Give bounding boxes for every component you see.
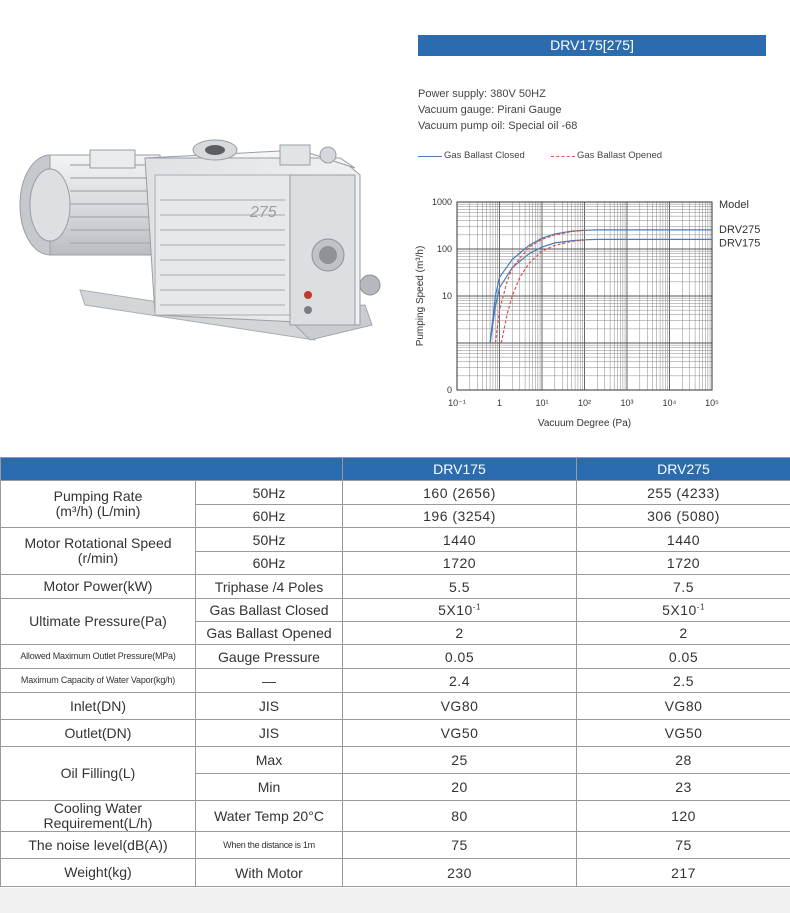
row-condition: 50Hz xyxy=(196,528,343,552)
row-condition: — xyxy=(196,669,343,693)
table-row xyxy=(1,575,790,599)
x-tick-label: 10³ xyxy=(620,398,634,408)
x-tick-label: 1 xyxy=(496,398,503,408)
series-label-drv175: DRV175 xyxy=(719,237,761,250)
row-condition: With Motor xyxy=(196,859,343,887)
pump-oil-note: Vacuum pump oil: Special oil -68 xyxy=(418,120,578,132)
table-row xyxy=(1,481,790,505)
row-label: The noise level(dB(A)) xyxy=(1,832,196,859)
row-label: Cooling Water Requirement(L/h) xyxy=(1,801,196,832)
value-cell: 1440 xyxy=(577,528,790,552)
chart-legend xyxy=(418,150,778,164)
value-cell: 1720 xyxy=(577,552,790,575)
table-row xyxy=(1,645,790,669)
table-row xyxy=(1,720,790,747)
x-tick-label: 10⁴ xyxy=(662,398,677,408)
table-row xyxy=(1,832,790,859)
row-condition: Gas Ballast Opened xyxy=(196,622,343,645)
value-cell: 28 xyxy=(577,747,790,774)
pumping-speed-chart xyxy=(412,190,790,435)
value-cell: 160 (2656) xyxy=(343,481,577,505)
row-condition: Gas Ballast Closed xyxy=(196,599,343,622)
row-label: Outlet(DN) xyxy=(1,720,196,747)
row-label: Inlet(DN) xyxy=(1,693,196,720)
row-condition: Gauge Pressure xyxy=(196,645,343,669)
header-model-1: DRV175 xyxy=(343,458,577,481)
vacuum-gauge-note: Vacuum gauge: Pirani Gauge xyxy=(418,104,562,116)
header-blank xyxy=(1,458,343,481)
y-tick-label: 10 xyxy=(441,291,452,301)
table-row xyxy=(1,669,790,693)
row-condition: When the distance is 1m xyxy=(196,832,343,859)
value-cell: 75 xyxy=(577,832,790,859)
x-tick-label: 10¹ xyxy=(535,398,549,408)
value-cell: 196 (3254) xyxy=(343,505,577,528)
value-mantissa: 5X10 xyxy=(438,602,473,618)
row-condition: 50Hz xyxy=(196,481,343,505)
table-row xyxy=(1,528,790,552)
row-condition: Max xyxy=(196,747,343,774)
value-cell: 2.5 xyxy=(577,669,790,693)
value-cell: 2 xyxy=(577,622,790,645)
value-cell: 217 xyxy=(577,859,790,887)
y-tick-label: 0 xyxy=(446,385,452,395)
row-condition: Water Temp 20°C xyxy=(196,801,343,832)
header-model-2: DRV275 xyxy=(577,458,790,481)
model-title-bar: DRV175[275] xyxy=(418,35,766,56)
row-label: Motor Rotational Speed (r/min) xyxy=(1,528,196,575)
row-condition: JIS xyxy=(196,693,343,720)
value-mantissa: 5X10 xyxy=(662,602,697,618)
value-cell: 1720 xyxy=(343,552,577,575)
x-axis-label: Vacuum Degree (Pa) xyxy=(537,418,632,429)
value-cell xyxy=(343,599,577,622)
y-tick-label: 1000 xyxy=(431,197,452,207)
row-condition: Triphase /4 Poles xyxy=(196,575,343,599)
value-exponent: -1 xyxy=(472,602,481,612)
spec-table xyxy=(0,457,790,887)
value-cell: 0.05 xyxy=(577,645,790,669)
table-row xyxy=(1,747,790,774)
legend-opened-label: Gas Ballast Opened xyxy=(577,150,663,161)
value-cell: 5.5 xyxy=(343,575,577,599)
value-cell xyxy=(577,599,790,622)
value-cell: VG80 xyxy=(577,693,790,720)
legend-title: Model xyxy=(719,199,749,211)
value-cell: 255 (4233) xyxy=(577,481,790,505)
value-cell: 230 xyxy=(343,859,577,887)
table-row xyxy=(1,693,790,720)
model-number-label: 275 xyxy=(250,204,277,221)
series-label-drv275: DRV275 xyxy=(719,223,761,236)
power-supply-note: Power supply: 380V 50HZ xyxy=(418,88,546,100)
table-row xyxy=(1,859,790,887)
legend-closed-swatch xyxy=(418,156,442,157)
row-condition: 60Hz xyxy=(196,505,343,528)
series-line-drv175 xyxy=(490,239,712,343)
value-cell: 2.4 xyxy=(343,669,577,693)
value-cell: VG50 xyxy=(343,720,577,747)
product-overview xyxy=(0,0,790,455)
row-label: Ultimate Pressure(Pa) xyxy=(1,599,196,645)
row-label: Weight(kg) xyxy=(1,859,196,887)
row-label: Motor Power(kW) xyxy=(1,575,196,599)
value-cell: 80 xyxy=(343,801,577,832)
series-line-drv275 xyxy=(490,230,712,343)
x-tick-label: 10⁵ xyxy=(705,398,719,408)
value-cell: 306 (5080) xyxy=(577,505,790,528)
row-label: Allowed Maximum Outlet Pressure(MPa) xyxy=(1,645,196,669)
footer-strip xyxy=(0,888,790,913)
y-axis-label: Pumping Speed (m³/h) xyxy=(415,245,426,347)
row-label: Pumping Rate (m³/h) (L/min) xyxy=(1,481,196,528)
table-row xyxy=(1,599,790,622)
value-cell: 1440 xyxy=(343,528,577,552)
value-cell: 7.5 xyxy=(577,575,790,599)
table-header-row xyxy=(1,458,790,481)
row-condition: Min xyxy=(196,774,343,801)
legend-opened-swatch xyxy=(551,156,575,157)
value-cell: 120 xyxy=(577,801,790,832)
value-cell: VG80 xyxy=(343,693,577,720)
value-cell: 75 xyxy=(343,832,577,859)
value-cell: 23 xyxy=(577,774,790,801)
x-tick-label: 10⁻¹ xyxy=(448,398,466,408)
row-label: Maximum Capacity of Water Vapor(kg/h) xyxy=(1,669,196,693)
value-cell: 0.05 xyxy=(343,645,577,669)
value-exponent: -1 xyxy=(696,602,705,612)
vacuum-pump-image xyxy=(10,120,400,380)
x-tick-label: 10² xyxy=(577,398,592,408)
y-tick-label: 100 xyxy=(436,244,452,254)
spec-notes xyxy=(418,86,577,134)
row-label: Oil Filling(L) xyxy=(1,747,196,801)
table-row xyxy=(1,801,790,832)
series-line-drv175 xyxy=(501,240,584,343)
value-cell: 2 xyxy=(343,622,577,645)
value-cell: 20 xyxy=(343,774,577,801)
legend-closed-label: Gas Ballast Closed xyxy=(444,150,525,161)
row-condition: JIS xyxy=(196,720,343,747)
row-condition: 60Hz xyxy=(196,552,343,575)
value-cell: VG50 xyxy=(577,720,790,747)
value-cell: 25 xyxy=(343,747,577,774)
